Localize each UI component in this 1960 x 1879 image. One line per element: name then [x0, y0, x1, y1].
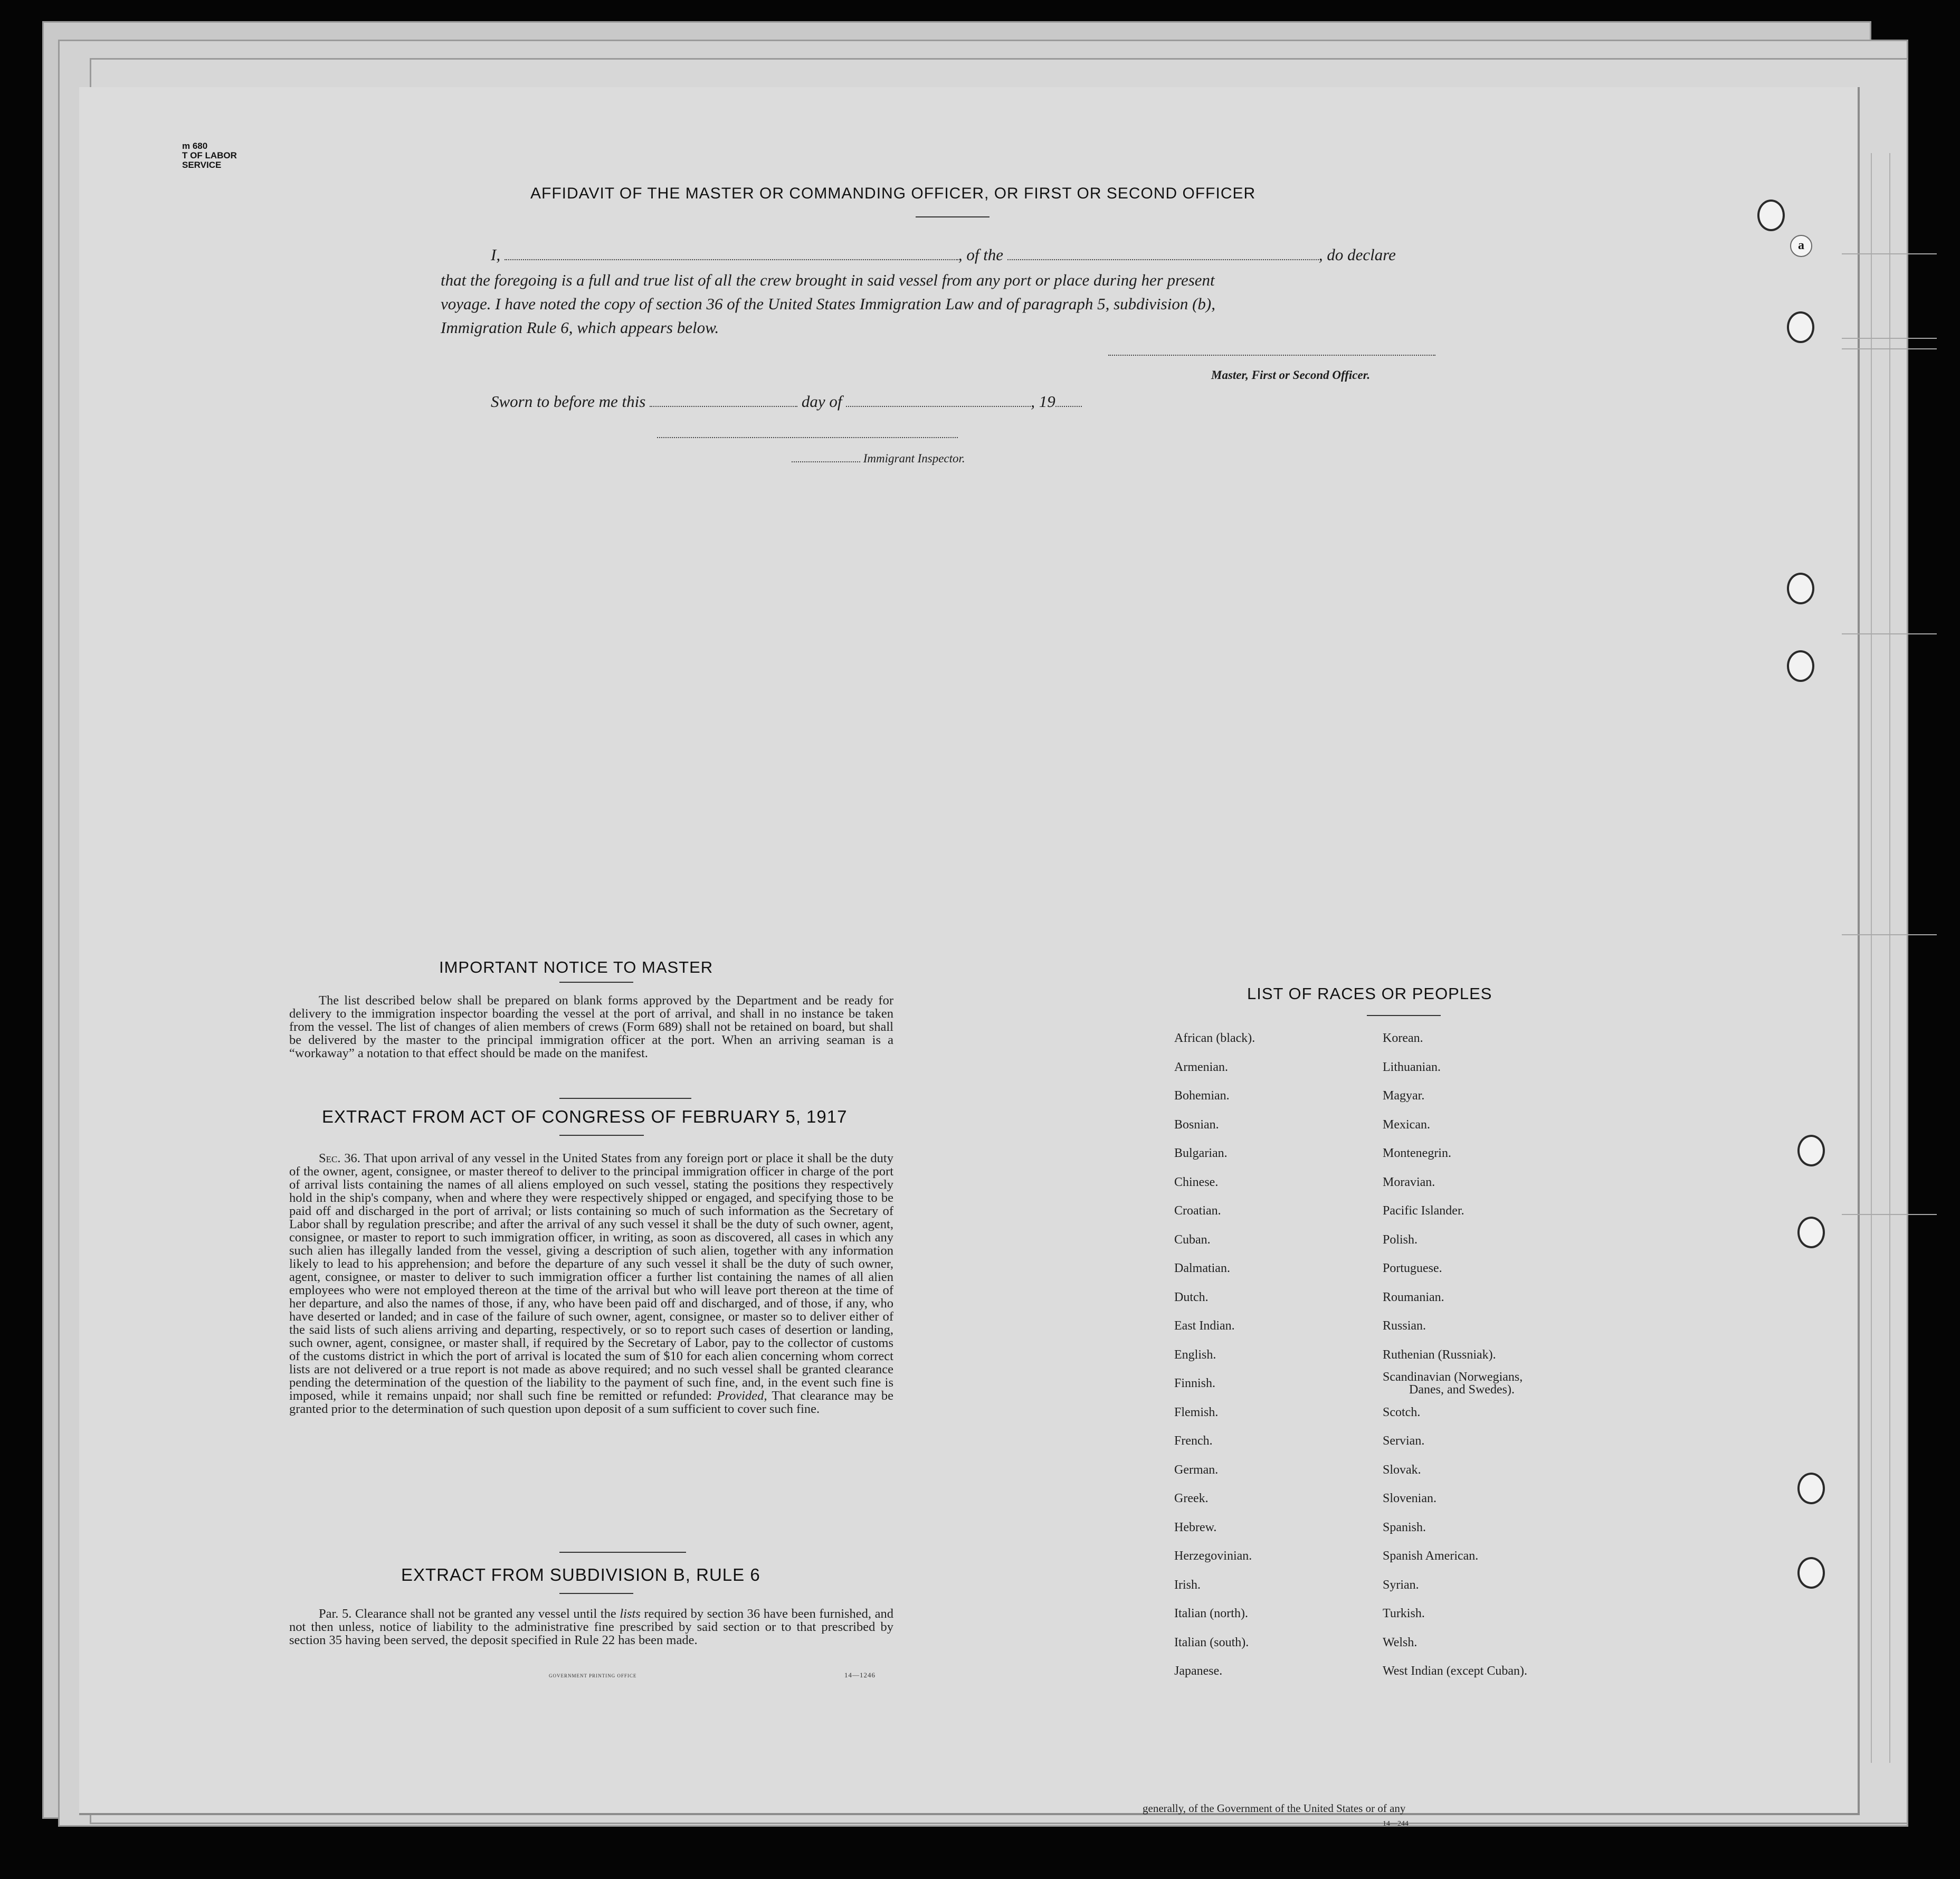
title-rule: [916, 216, 989, 217]
affidavit-body: [441, 268, 1443, 339]
race-item: French.: [1174, 1434, 1213, 1448]
month-blank: [846, 406, 1031, 407]
race-item: Montenegrin.: [1383, 1146, 1451, 1160]
act-extract-text: [289, 1152, 893, 1416]
punch-hole: [1787, 573, 1814, 604]
inspector-label-row: [792, 452, 965, 466]
race-item: English.: [1174, 1347, 1216, 1362]
underlying-page-text: generally, of the Government of the United States or of any: [1143, 1802, 1406, 1815]
race-item: Welsh.: [1383, 1635, 1417, 1649]
race-item-continuation: Danes, and Swedes).: [1409, 1383, 1515, 1397]
race-item: Roumanian.: [1383, 1290, 1444, 1304]
name-blank: [505, 259, 958, 260]
of-the-label: , of the: [958, 245, 1004, 264]
rule-body-end: required by section 36 have been furnished, and not then unless, notice of liability to the administrative fine prescribed by said section or to that prescribed by section 35 having been served, the deposit specified in Rule 22 has been made.: [289, 1607, 893, 1647]
rule-extract-text: [289, 1607, 893, 1647]
affidavit-body-line: that the foregoing is a full and true list of all the crew brought in said vessel from any port or place during her present: [441, 271, 1215, 289]
punch-hole: [1757, 200, 1785, 231]
race-item: Slovak.: [1383, 1463, 1421, 1477]
race-item: Italian (south).: [1174, 1635, 1249, 1649]
day-blank: [650, 406, 797, 407]
race-item: African (black).: [1174, 1031, 1255, 1045]
race-item: Polish.: [1383, 1232, 1418, 1247]
margin-rule: [1842, 253, 1937, 254]
race-item: Spanish American.: [1383, 1549, 1479, 1563]
form-stamp: [182, 141, 237, 170]
race-item: Cuban.: [1174, 1232, 1211, 1247]
margin-rule: [1842, 338, 1937, 339]
i-label: I,: [491, 245, 501, 264]
underlying-page-form-number: 14—244: [1383, 1820, 1409, 1828]
race-item: Greek.: [1174, 1492, 1209, 1505]
affidavit-declaration-line: [491, 243, 1441, 267]
race-item: Russian.: [1383, 1319, 1426, 1333]
punch-hole: [1797, 1473, 1825, 1504]
margin-rule: [1889, 153, 1890, 1763]
race-item: Servian.: [1383, 1434, 1425, 1448]
race-item: Portuguese.: [1383, 1261, 1442, 1275]
inspector-label: Immigrant Inspector.: [863, 452, 965, 465]
notice-text: The list described below shall be prepared on blank forms approved by the Department and be ready for delivery to the immigration inspector boarding the vessel at the port of arrival, and shall in no instance be taken from the vessel. The list of changes of alien members of crews (Form 689) shall not be retained on board, but shall be delivered by the master to the principal immigration officer at the port. When an arriving seaman is a “workaway” a notation to that effect should be made on the manifest.: [289, 993, 893, 1060]
stamp-line: T OF LABOR: [182, 150, 237, 160]
section-rule: [559, 1552, 686, 1553]
stamp-line: SERVICE: [182, 160, 222, 170]
punch-hole: [1787, 311, 1814, 343]
affidavit-body-line: voyage. I have noted the copy of section 36 of the United States Immigration Law and of paragraph 5, subdivision (b),: [441, 295, 1215, 313]
punch-hole: [1797, 1217, 1825, 1248]
margin-tab-letter: a: [1790, 235, 1812, 257]
race-item: Chinese.: [1174, 1175, 1219, 1189]
race-item: Bohemian.: [1174, 1089, 1230, 1103]
day-of-label: day of: [801, 392, 842, 411]
race-item: Dutch.: [1174, 1290, 1209, 1304]
race-item: Korean.: [1383, 1031, 1423, 1045]
race-item: Hebrew.: [1174, 1520, 1217, 1534]
race-item: Italian (north).: [1174, 1607, 1248, 1620]
title-rule: [559, 982, 633, 983]
margin-rule: [1871, 153, 1872, 1763]
punch-hole: [1797, 1557, 1825, 1589]
race-item: Pacific Islander.: [1383, 1204, 1464, 1218]
section-rule: [559, 1098, 691, 1099]
race-item: Dalmatian.: [1174, 1261, 1230, 1275]
race-item: Magyar.: [1383, 1089, 1425, 1103]
title-rule: [1367, 1015, 1441, 1016]
punch-hole: [1787, 650, 1814, 682]
provided-label: Provided,: [717, 1389, 767, 1403]
form-number: 14—1246: [844, 1671, 876, 1679]
section-label: Sec. 36.: [319, 1151, 360, 1165]
notice-title: IMPORTANT NOTICE TO MASTER: [439, 958, 713, 976]
margin-rule: [1842, 348, 1937, 349]
document-sheet: [79, 87, 1860, 1815]
title-rule: [559, 1135, 644, 1136]
act-body: That upon arrival of any vessel in the United States from any foreign port or place it shall be the duty of the owner, agent, consignee, or master thereof to deliver to the principal immigration officer in charge of the port of arrival lists containing the names of all aliens employed on such vessel, stating the positions they respectively hold in the ship's company, when and where they were respectively shipped or engaged, and specifying those to be paid off and discharged in the port of arrival; or lists containing so much of such information as the Secretary of Labor shall by regulation prescribe; and after the arrival of any such vessel it shall be the duty of such owner, agent, consignee, or master to report to such immigration officer, in writing, as soon as discovered, all cases in which any such alien has illegally landed from the vessel, giving a description of such alien, together with any information likely to lead to his apprehension; and before the departure of any such vessel it shall be the duty of such owner, agent, consignee, or master to deliver to such immigration officer a further list containing the names of all alien employees who were not employed thereon at the time of the arrival but who will leave port thereon at the time of her departure, and also the names of those, if any, who have been paid off and discharged, and of those, if any, who have deserted or landed; and in case of the failure of such owner, agent, consignee, or master so to deliver either of the said lists of such aliens arriving and departing, respectively, or so to report such cases of desertion or landing, such owner, agent, consignee, or master shall, if required by the Secretary of Labor, pay to the collector of customs of the customs district in which the port of arrival is located the sum of $10 for each alien concerning whom correct lists are not delivered or a true report is not made as above required; and no such vessel shall be granted clearance pending the determination of the question of the liability to the payment of such fine, and, in the event such fine is imposed, while it remains unpaid; nor shall such fine be remitted or refunded:: [289, 1151, 893, 1403]
race-item: Turkish.: [1383, 1607, 1425, 1620]
printing-office-imprint: GOVERNMENT PRINTING OFFICE: [549, 1673, 637, 1678]
race-item: Mexican.: [1383, 1117, 1430, 1132]
act-body-end: That clearance may be granted prior to the determination of such question upon deposit of a sum sufficient to cover such fine.: [289, 1389, 893, 1416]
year-blank: [1055, 406, 1082, 407]
sworn-label: Sworn to before me this: [491, 392, 646, 411]
race-item: Scandinavian (Norwegians,: [1383, 1370, 1523, 1384]
race-item: Finnish.: [1174, 1377, 1216, 1390]
rule-extract-title: EXTRACT FROM SUBDIVISION B, RULE 6: [401, 1565, 760, 1584]
sworn-line: [491, 390, 1082, 413]
race-item: Irish.: [1174, 1578, 1201, 1592]
race-item: German.: [1174, 1463, 1219, 1477]
act-extract-title: EXTRACT FROM ACT OF CONGRESS OF FEBRUARY 5, 1917: [322, 1107, 848, 1126]
race-item: Syrian.: [1383, 1578, 1419, 1592]
margin-rule: [1842, 633, 1937, 634]
inspector-signature-line: [657, 437, 958, 438]
margin-rule: [1842, 934, 1937, 935]
master-signature-line: [1108, 355, 1435, 356]
race-item: Bosnian.: [1174, 1117, 1219, 1132]
race-item: Japanese.: [1174, 1664, 1223, 1678]
race-item: Herzegovinian.: [1174, 1549, 1252, 1563]
year-label: , 19: [1031, 392, 1055, 411]
title-rule: [559, 1593, 633, 1594]
vessel-blank: [1007, 259, 1319, 260]
race-item: Ruthenian (Russniak).: [1383, 1347, 1496, 1362]
inspector-blank: [792, 461, 860, 462]
race-item: Spanish.: [1383, 1520, 1426, 1534]
punch-hole: [1797, 1135, 1825, 1166]
rule-body: Par. 5. Clearance shall not be granted any vessel until the: [319, 1607, 616, 1621]
races-title: LIST OF RACES OR PEOPLES: [1247, 984, 1492, 1003]
lists-word: lists: [620, 1607, 641, 1621]
race-item: Scotch.: [1383, 1405, 1421, 1419]
affidavit-title: AFFIDAVIT OF THE MASTER OR COMMANDING OFFICER, OR FIRST OR SECOND OFFICER: [530, 185, 1256, 202]
race-item: Armenian.: [1174, 1060, 1228, 1074]
race-item: Lithuanian.: [1383, 1060, 1441, 1074]
race-item: East Indian.: [1174, 1319, 1235, 1333]
race-item: Slovenian.: [1383, 1492, 1436, 1505]
affidavit-body-line: Immigration Rule 6, which appears below.: [441, 318, 719, 337]
race-item: West Indian (except Cuban).: [1383, 1664, 1527, 1678]
race-item: Croatian.: [1174, 1204, 1221, 1218]
master-signature-label: Master, First or Second Officer.: [1211, 368, 1371, 382]
race-item: Bulgarian.: [1174, 1146, 1228, 1160]
stamp-line: m 680: [182, 141, 208, 151]
race-item: Moravian.: [1383, 1175, 1435, 1189]
do-declare-label: , do declare: [1318, 245, 1396, 264]
margin-rule: [1842, 1214, 1937, 1215]
race-item: Flemish.: [1174, 1405, 1219, 1419]
